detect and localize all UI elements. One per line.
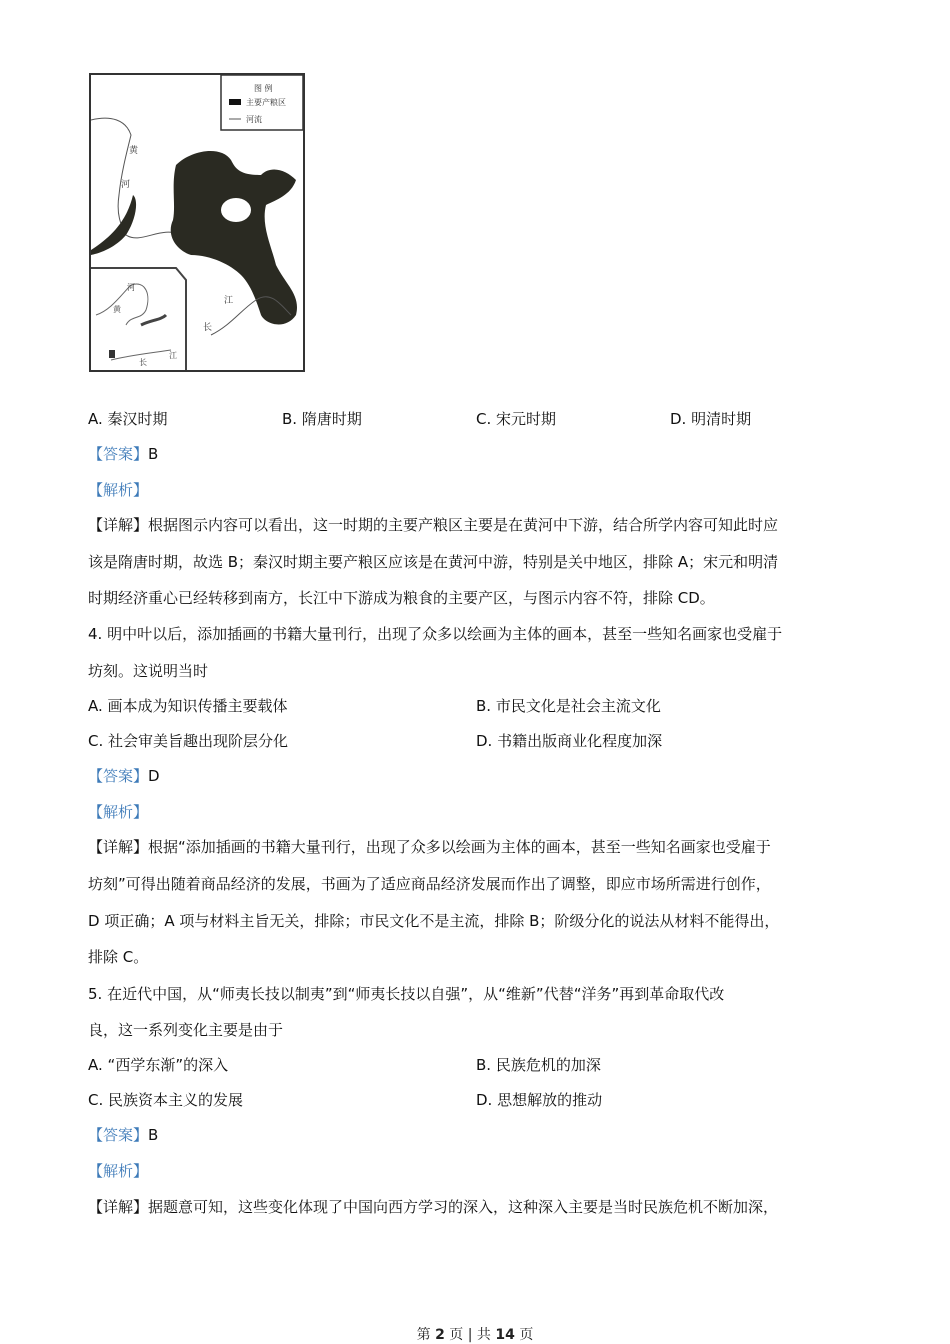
q4-option-b: B. 市民文化是社会主流文化 (476, 697, 661, 715)
q4-option-c: C. 社会审美旨趣出现阶层分化 (88, 732, 289, 750)
q5-answer: 【答案】B (88, 1126, 159, 1144)
svg-text:河: 河 (127, 283, 135, 292)
q4-option-a: A. 画本成为知识传播主要载体 (88, 697, 288, 715)
q4-option-d: D. 书籍出版商业化程度加深 (476, 732, 663, 750)
svg-text:河流: 河流 (246, 115, 262, 124)
page-footer: 第 2 页 | 共 14 页 (416, 1327, 534, 1343)
svg-text:河: 河 (121, 180, 131, 190)
svg-text:长: 长 (203, 323, 213, 333)
q3-detail-line: 该是隋唐时期，故选 B；秦汉时期主要产粮区应该是在黄河中游，特别是关中地区，排除 A；宋元和明清 (88, 553, 779, 571)
q4-detail-line: 排除 C。 (88, 948, 149, 966)
q4-analysis-label: 【解析】 (88, 803, 149, 821)
current-page: 2 (435, 1327, 445, 1343)
q3-analysis-label: 【解析】 (88, 481, 149, 499)
q4-stem: 4. 明中叶以后，添加插画的书籍大量刊行，出现了众多以绘画为主体的画本，甚至一些知名画家也受雇于 (88, 625, 783, 643)
map-graphic (91, 75, 303, 370)
q4-answer: 【答案】D (88, 767, 160, 785)
q5-option-a: A. “西学东渐”的深入 (88, 1056, 229, 1074)
q3-option-c: C. 宋元时期 (476, 410, 557, 428)
q4-detail-line: 【详解】根据“添加插画的书籍大量刊行，出现了众多以绘画为主体的画本，甚至一些知名画家也受雇于 (88, 838, 771, 856)
svg-text:江: 江 (224, 296, 234, 306)
q5-stem: 良，这一系列变化主要是由于 (88, 1021, 284, 1039)
q5-analysis-label: 【解析】 (88, 1162, 149, 1180)
q3-option-b: B. 隋唐时期 (282, 410, 362, 428)
q5-option-b: B. 民族危机的加深 (476, 1056, 601, 1074)
total-pages: 14 (495, 1327, 515, 1343)
svg-text:黄: 黄 (129, 146, 139, 156)
q5-stem: 5. 在近代中国，从“师夷长技以制夷”到“师夷长技以自强”，从“维新”代替“洋务”再到革命取代改 (88, 985, 725, 1003)
svg-text:黄: 黄 (113, 305, 121, 314)
legend-title: 图 例 (254, 84, 273, 93)
q5-option-d: D. 思想解放的推动 (476, 1091, 603, 1109)
q3-detail-line: 【详解】根据图示内容可以看出，这一时期的主要产粮区主要是在黄河中下游，结合所学内容可知此时应 (88, 516, 779, 534)
svg-text:主要产粮区: 主要产粮区 (246, 98, 286, 107)
q3-answer: 【答案】B (88, 445, 159, 463)
q3-detail-line: 时期经济重心已经转移到南方，长江中下游成为粮食的主要产区，与图示内容不符，排除 CD。 (88, 589, 715, 607)
q4-stem: 坊刻。这说明当时 (88, 662, 209, 680)
q5-detail-line: 【详解】据题意可知，这些变化体现了中国向西方学习的深入，这种深入主要是当时民族危机不断加深， (88, 1198, 779, 1216)
svg-text:江: 江 (169, 351, 177, 360)
q4-detail-line: 坊刻”可得出随着商品经济的发展，书画为了适应商品经济发展而作出了调整，即应市场所需进行创作， (88, 875, 771, 893)
q3-option-a: A. 秦汉时期 (88, 410, 168, 428)
q5-option-c: C. 民族资本主义的发展 (88, 1091, 244, 1109)
q4-detail-line: D 项正确；A 项与材料主旨无关，排除；市民文化不是主流，排除 B；阶级分化的说法从材料不能得出， (88, 912, 780, 930)
svg-text:长: 长 (139, 358, 147, 367)
q3-option-d: D. 明清时期 (670, 410, 752, 428)
grain-region-map (89, 73, 305, 372)
